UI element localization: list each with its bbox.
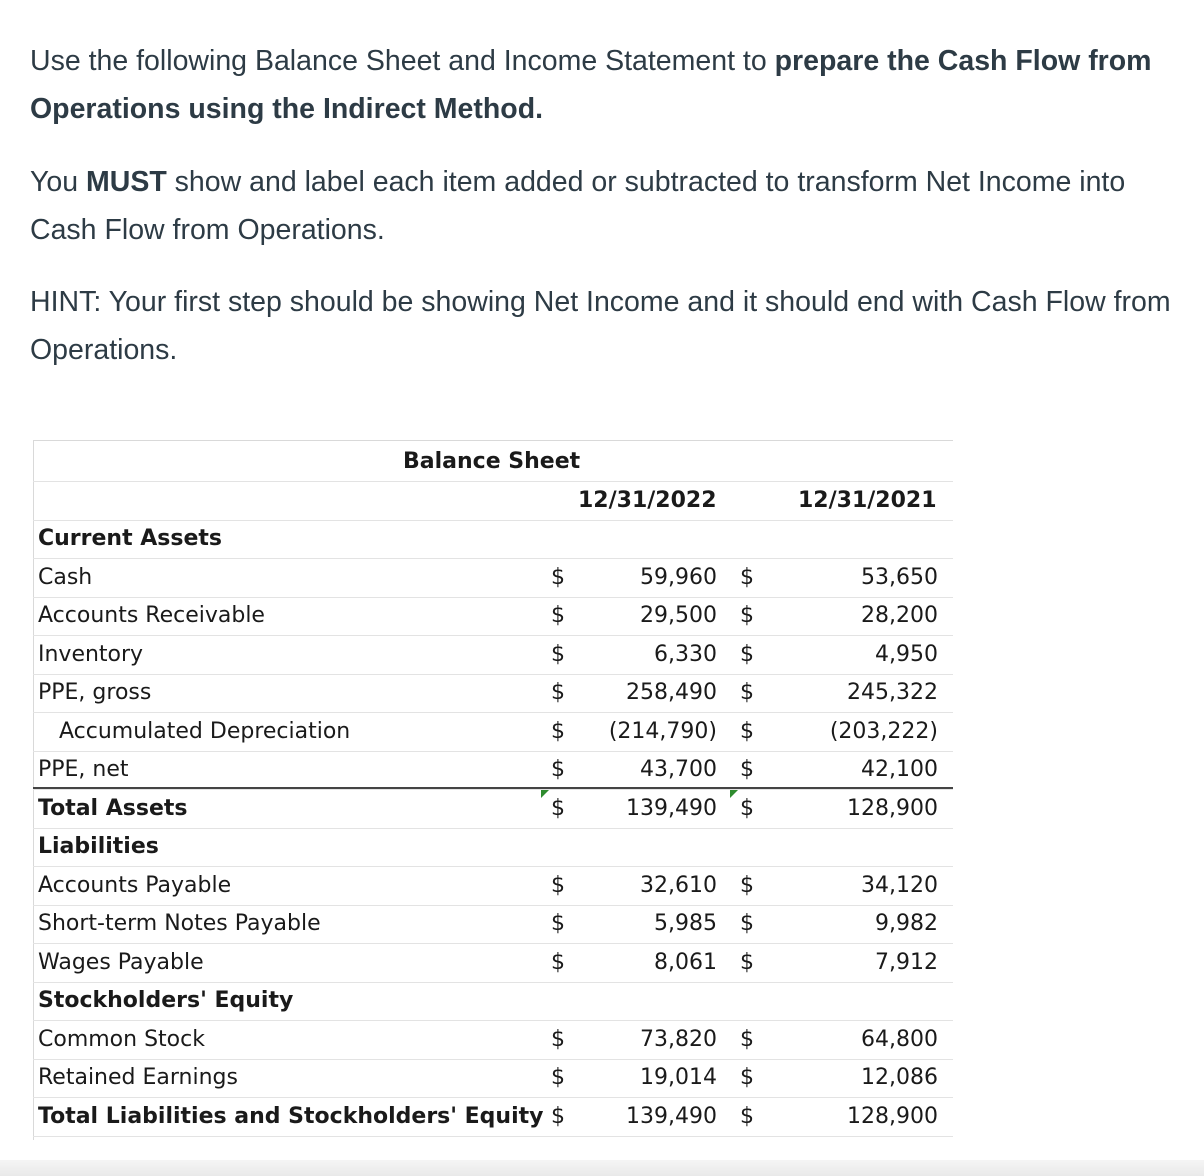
table-row bbox=[33, 905, 953, 944]
section-header-row bbox=[33, 520, 953, 559]
dollar-sign-2021: $ bbox=[740, 949, 754, 975]
value-2021: 53,650 bbox=[861, 564, 938, 590]
value-2022: 32,610 bbox=[640, 872, 717, 898]
dollar-sign-2021: $ bbox=[740, 603, 754, 628]
dollar-sign-2022: $ bbox=[551, 603, 565, 628]
value-2022: 5,985 bbox=[654, 911, 717, 936]
row-label: Retained Earnings bbox=[38, 1065, 238, 1090]
value-2021: 4,950 bbox=[875, 641, 938, 667]
balance-sheet-title: Balance Sheet bbox=[403, 449, 581, 474]
table-row bbox=[33, 867, 953, 906]
value-2022: 73,820 bbox=[640, 1026, 717, 1052]
row-label: PPE, gross bbox=[38, 680, 152, 705]
dollar-sign-2021: $ bbox=[740, 795, 754, 821]
row-label: Wages Payable bbox=[38, 949, 204, 975]
row-label: Accumulated Depreciation bbox=[59, 718, 351, 744]
table-row bbox=[33, 944, 953, 983]
value-2022: 59,960 bbox=[640, 564, 717, 590]
value-2022: 8,061 bbox=[654, 949, 717, 975]
instruction-paragraph-2 bbox=[30, 158, 1180, 254]
row-label: Inventory bbox=[38, 641, 144, 667]
value-2021: 9,982 bbox=[875, 911, 938, 936]
value-2021: 128,900 bbox=[847, 795, 938, 821]
table-row bbox=[33, 597, 953, 636]
row-label: Liabilities bbox=[38, 834, 159, 859]
value-2022: (214,790) bbox=[608, 718, 717, 744]
value-2021: 34,120 bbox=[861, 872, 938, 898]
instruction-emphasis: prepare the Cash Flow from Operations using the Indirect Method. bbox=[30, 45, 1152, 125]
dollar-sign-2021: $ bbox=[740, 1065, 754, 1090]
dollar-sign-2021: $ bbox=[740, 1026, 754, 1052]
dollar-sign-2022: $ bbox=[551, 641, 565, 667]
value-2022: 139,490 bbox=[626, 1103, 717, 1129]
column-header-2022: 12/31/2022 bbox=[578, 488, 717, 513]
value-2021: 245,322 bbox=[847, 680, 938, 705]
table-row bbox=[33, 1021, 953, 1060]
table-row bbox=[33, 790, 953, 829]
value-2021: 12,086 bbox=[861, 1065, 938, 1090]
row-label: Total Assets bbox=[38, 795, 188, 821]
dollar-sign-2021: $ bbox=[740, 872, 754, 898]
balance-sheet-title-row bbox=[33, 443, 953, 482]
dollar-sign-2021: $ bbox=[740, 1103, 754, 1129]
instruction-emphasis: MUST bbox=[86, 166, 167, 198]
dollar-sign-2021: $ bbox=[740, 641, 754, 667]
column-header-row bbox=[33, 482, 953, 521]
section-header-row bbox=[33, 982, 953, 1021]
section-header-row bbox=[33, 828, 953, 867]
total-assets-rule bbox=[33, 787, 953, 789]
table-row bbox=[33, 751, 953, 790]
value-2021: (203,222) bbox=[829, 718, 938, 744]
dollar-sign-2022: $ bbox=[551, 911, 565, 936]
hint-paragraph: HINT: Your first step should be showing Net Income and it should end with Cash Flow from Operations. bbox=[30, 286, 1171, 366]
page-bottom-edge bbox=[0, 1160, 1204, 1176]
row-label: Accounts Payable bbox=[38, 872, 232, 898]
table-row bbox=[33, 636, 953, 675]
row-label: Current Assets bbox=[38, 526, 223, 551]
value-2021: 28,200 bbox=[861, 603, 938, 628]
value-2021: 7,912 bbox=[875, 949, 938, 975]
value-2022: 19,014 bbox=[640, 1065, 717, 1090]
dollar-sign-2022: $ bbox=[551, 1065, 565, 1090]
row-label: Stockholders' Equity bbox=[38, 988, 294, 1013]
table-border bbox=[33, 440, 953, 441]
dollar-sign-2022: $ bbox=[551, 680, 565, 705]
row-label: Cash bbox=[38, 564, 93, 590]
dollar-sign-2022: $ bbox=[551, 872, 565, 898]
column-header-2021: 12/31/2021 bbox=[798, 488, 937, 513]
table-row bbox=[33, 713, 953, 752]
table-row bbox=[33, 559, 953, 598]
row-label: PPE, net bbox=[38, 757, 129, 782]
table-row bbox=[33, 1098, 953, 1137]
dollar-sign-2022: $ bbox=[551, 564, 565, 590]
dollar-sign-2021: $ bbox=[740, 718, 754, 744]
row-label: Short-term Notes Payable bbox=[38, 911, 321, 936]
value-2022: 43,700 bbox=[640, 757, 717, 782]
dollar-sign-2021: $ bbox=[740, 911, 754, 936]
value-2022: 29,500 bbox=[640, 603, 717, 628]
instruction-paragraph-1 bbox=[30, 37, 1180, 133]
value-2022: 6,330 bbox=[654, 641, 717, 667]
table-row bbox=[33, 674, 953, 713]
row-label: Common Stock bbox=[38, 1026, 205, 1052]
cell-comment-marker bbox=[541, 790, 549, 798]
instruction-text: You bbox=[30, 166, 87, 198]
dollar-sign-2022: $ bbox=[551, 1026, 565, 1052]
dollar-sign-2022: $ bbox=[551, 949, 565, 975]
value-2021: 128,900 bbox=[847, 1103, 938, 1129]
dollar-sign-2021: $ bbox=[740, 757, 754, 782]
row-label: Total Liabilities and Stockholders' Equity bbox=[38, 1103, 544, 1129]
instruction-text: show and label each item added or subtracted to transform Net Income into Cash Flow from Operations. bbox=[30, 166, 1126, 246]
value-2022: 139,490 bbox=[626, 795, 717, 821]
value-2022: 258,490 bbox=[626, 680, 717, 705]
dollar-sign-2022: $ bbox=[551, 795, 565, 821]
dollar-sign-2021: $ bbox=[740, 564, 754, 590]
row-label: Accounts Receivable bbox=[38, 603, 265, 628]
table-row bbox=[33, 1059, 953, 1098]
cell-comment-marker bbox=[730, 790, 738, 798]
value-2021: 64,800 bbox=[861, 1026, 938, 1052]
dollar-sign-2022: $ bbox=[551, 757, 565, 782]
value-2021: 42,100 bbox=[861, 757, 938, 782]
balance-sheet-table bbox=[33, 440, 953, 1140]
instruction-text: Use the following Balance Sheet and Income Statement to bbox=[30, 45, 775, 77]
dollar-sign-2021: $ bbox=[740, 680, 754, 705]
dollar-sign-2022: $ bbox=[551, 718, 565, 744]
dollar-sign-2022: $ bbox=[551, 1103, 565, 1129]
